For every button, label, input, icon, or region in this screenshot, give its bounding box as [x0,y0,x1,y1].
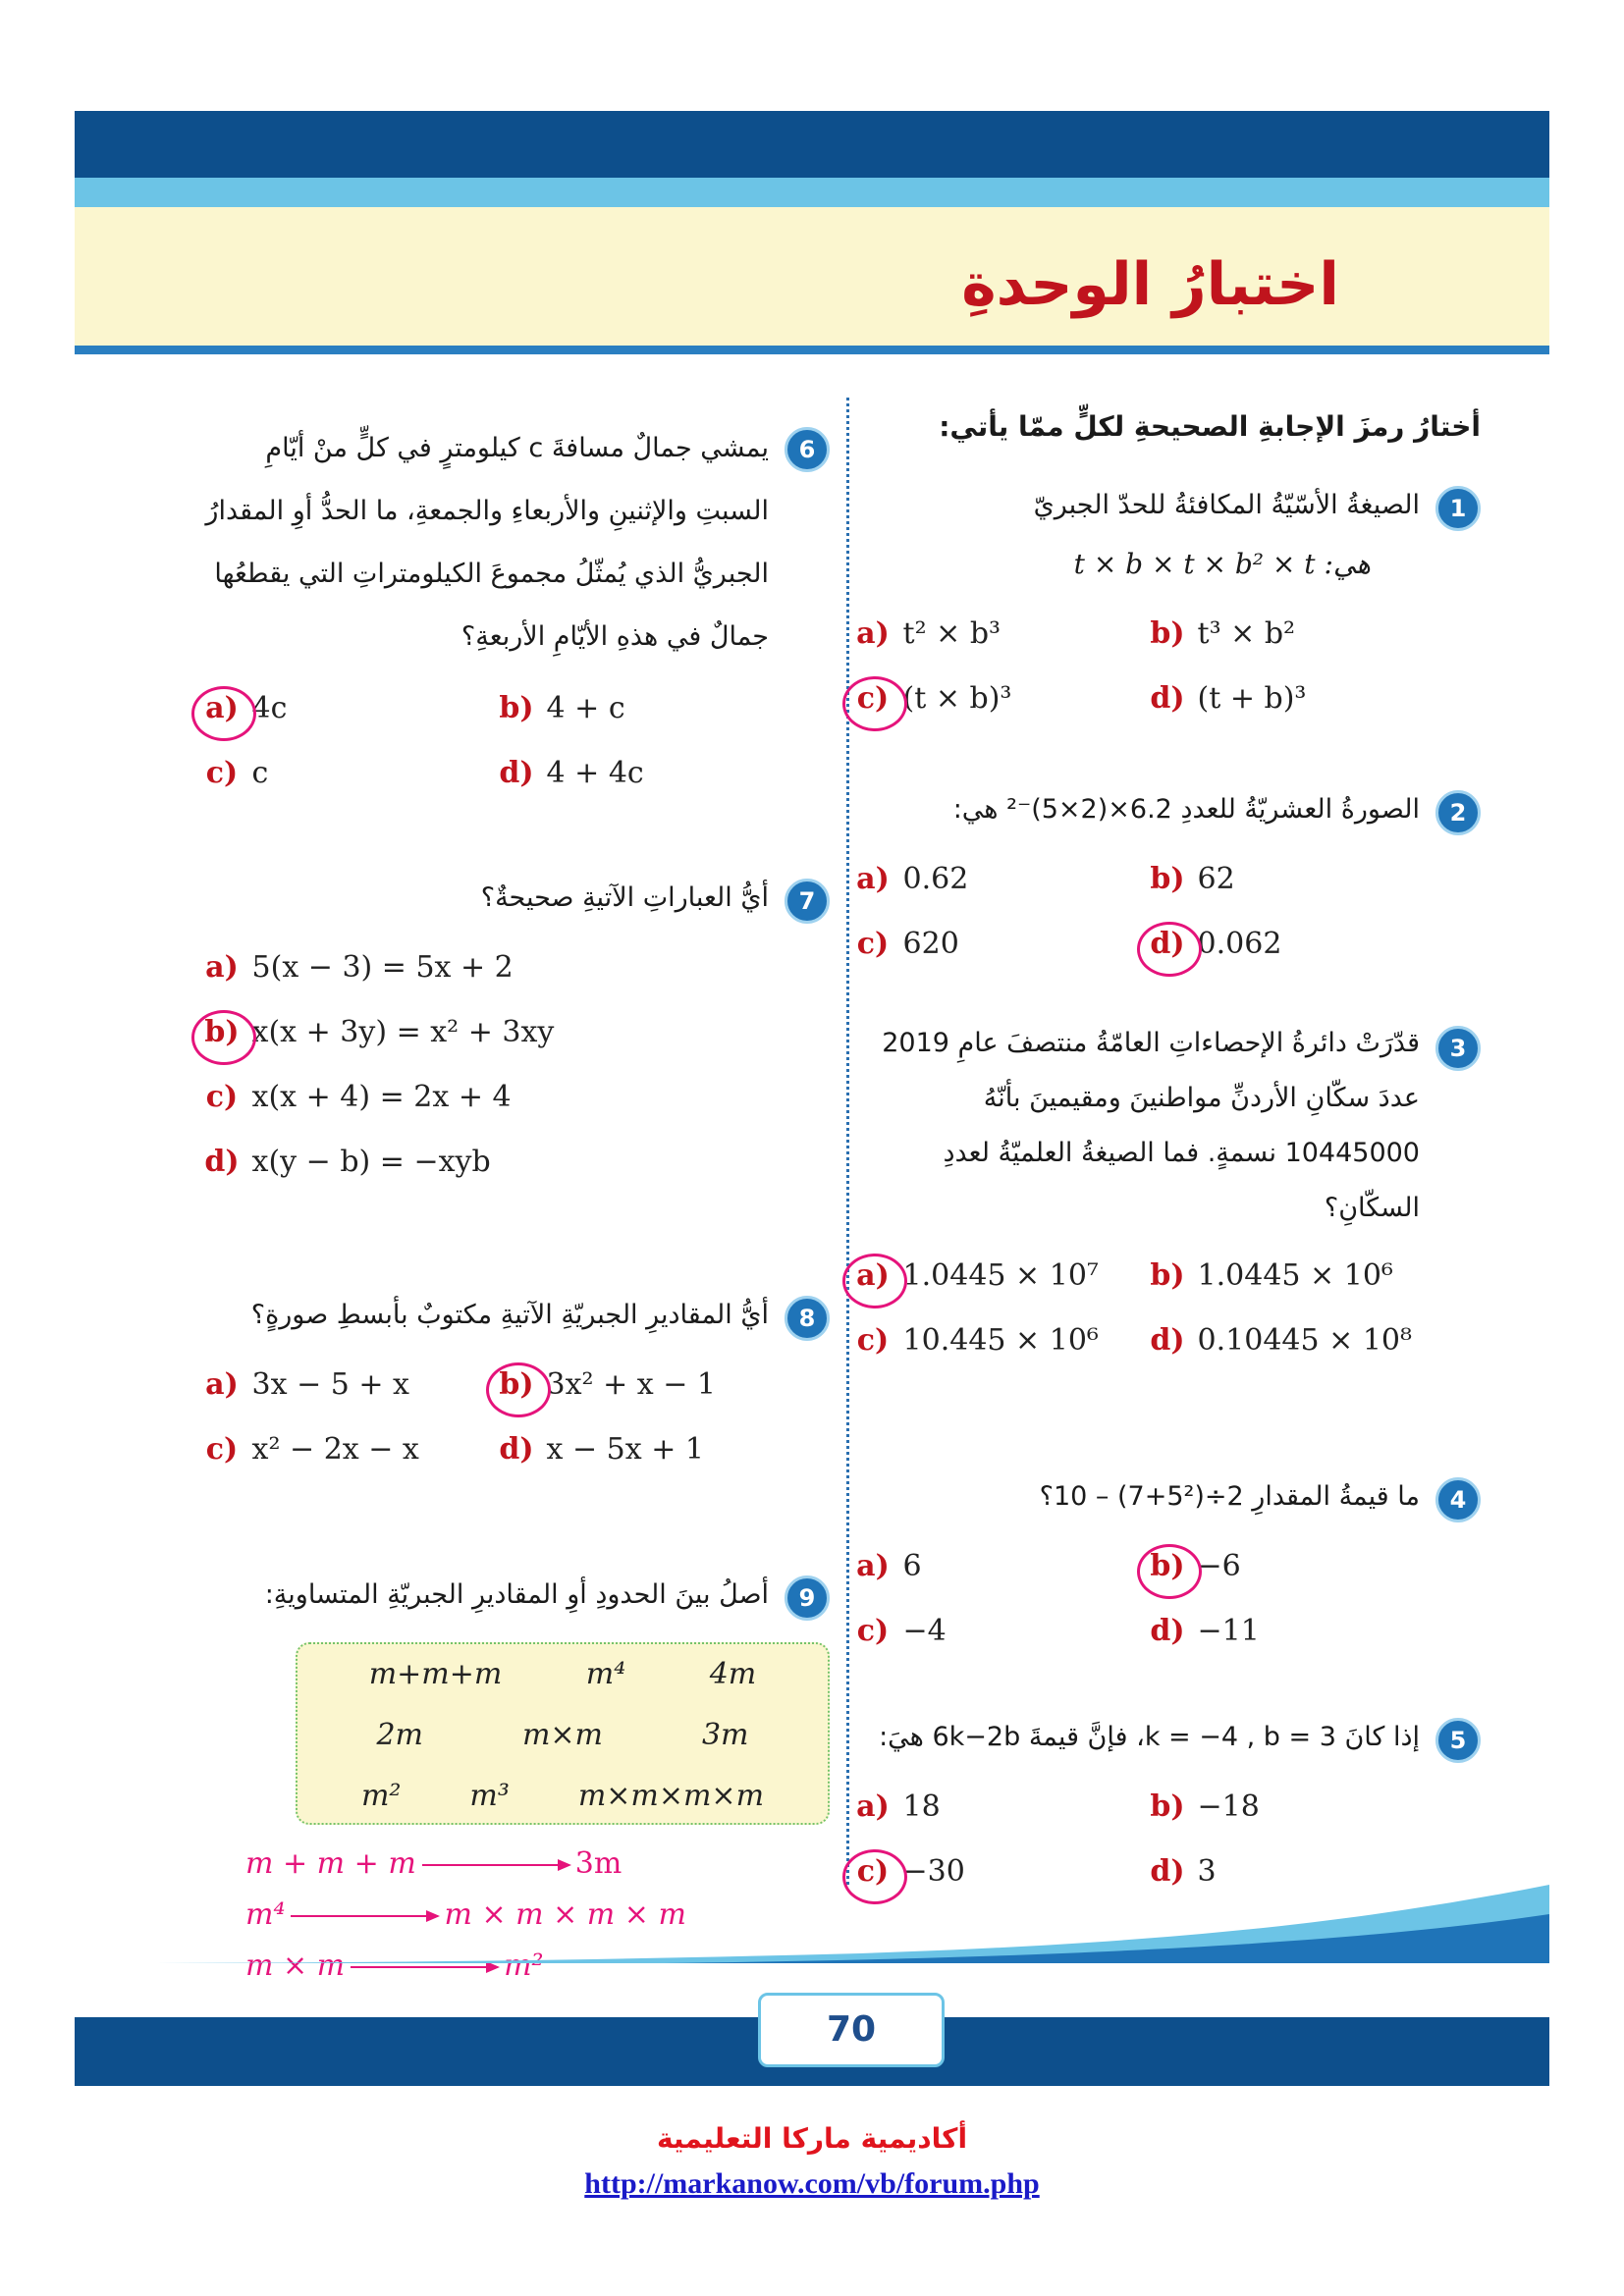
term[interactable]: m² [360,1779,402,1813]
question-7 [201,869,830,1195]
term[interactable]: m⁴ [585,1657,626,1691]
option-a[interactable]: a) 3x − 5 + x [205,1367,409,1402]
question-expression: t × b × t × b² × t :هي [1073,548,1371,580]
option-c[interactable]: c) −4 [856,1614,947,1648]
option-b[interactable]: b) 1.0445 × 10⁶ [1150,1258,1393,1293]
options [852,1534,1481,1664]
option-b[interactable]: b) x(x + 3y) = x² + 3xy [201,1000,810,1065]
options [852,847,1481,977]
question-text: الصورةُ العشريّةُ للعددِ 6.2×(2×5)⁻² هي: [952,794,1420,825]
option-a[interactable]: a) 5(x − 3) = 5x + 2 [205,950,514,985]
answer-circle: a) [852,1244,893,1308]
option-b[interactable]: b) t³ × b² [1150,616,1296,651]
answer-circle: b) [1147,1534,1188,1599]
question-text: يمشي جمالٌ مسافةَ c كيلومترٍ في كلٍّ منْ أيّامِ السبتِ والإثنينِ والأربعاءِ والجمعةِ، ما الحدُّ أوِ المقدارُ الجبريُّ الذي يُمثّلُ مجموعَ الكيلومتراتِ التي يقطعُها جمالٌ في هذهِ الأيّامِ الأربعةِ؟ [205,433,769,652]
option-d[interactable]: d) x(y − b) = −xyb [204,1145,491,1179]
question-number-badge: 9 [785,1575,830,1621]
footer-academy-name: أكاديمية ماركا التعليمية [656,2122,968,2155]
page-title: اختبارُ الوحدةِ [961,250,1339,319]
term[interactable]: 4m [709,1657,757,1691]
term[interactable]: m×m×m×m [577,1779,765,1813]
question-number-badge: 3 [1435,1026,1481,1071]
option-b[interactable]: b) 4 + c [499,691,625,725]
option-c[interactable]: c) −30 [852,1840,1147,1904]
question-text: الصيغةُ الأسّيّةُ المكافئةُ للحدّ الجبريّ [1033,490,1420,520]
option-c[interactable]: c) c [205,756,269,790]
question-number-badge: 8 [785,1296,830,1341]
option-b[interactable]: b) 62 [1150,862,1235,896]
question-number-badge: 2 [1435,790,1481,835]
option-c[interactable]: c) x(x + 4) = 2x + 4 [205,1080,512,1114]
option-a[interactable]: a) 1.0445 × 10⁷ [852,1244,1147,1308]
arrow-icon [422,1864,569,1866]
option-a[interactable]: a) 18 [856,1789,941,1824]
term[interactable]: 2m [376,1718,424,1752]
answer-circle: d) [1147,912,1188,977]
option-b[interactable]: b) 3x² + x − 1 [496,1353,790,1417]
question-number-badge: 5 [1435,1718,1481,1763]
header-band-top [75,111,1549,178]
options [852,602,1481,731]
question-number-badge: 7 [785,879,830,924]
option-c[interactable]: c) x² − 2x − x [205,1432,419,1467]
option-d[interactable]: d) 0.062 [1147,912,1441,977]
question-4 [852,1468,1481,1664]
question-text: إذا كانَ k = −4 , b = 3، فإنَّ قيمةَ 6k−2b هيَ: [879,1722,1420,1752]
option-d[interactable]: d) 0.10445 × 10⁸ [1150,1323,1413,1358]
term[interactable]: 3m [701,1718,749,1752]
instructions: أختارُ رمزَ الإجابةِ الصحيحةِ لكلٍّ ممّا يأتي: [939,410,1481,443]
option-d[interactable]: d) (t + b)³ [1150,681,1307,716]
question-number-badge: 6 [785,427,830,472]
question-text: أيُّ المقاديرِ الجبريّةِ الآتيةِ مكتوبٌ بأبسطِ صورةٍ؟ [250,1300,769,1330]
options [201,1353,830,1482]
question-text: ما قيمةُ المقدارِ 2÷(5²+7) – 10؟ [1039,1481,1420,1512]
matching-row [298,1644,828,1705]
match-line: m⁴ m × m × m × m [245,1897,686,1932]
options [201,676,830,806]
match-line: m + m + m 3m [245,1846,623,1881]
answer-circle: c) [852,667,893,731]
matching-box [296,1642,830,1825]
option-b[interactable]: b) −18 [1150,1789,1260,1824]
term[interactable]: m+m+m [368,1657,503,1691]
option-a[interactable]: a) 0.62 [856,862,969,896]
option-a[interactable]: a) 6 [856,1549,922,1583]
question-text: أصلُ بينَ الحدودِ أوِ المقاديرِ الجبريّةِ المتساويةِ: [264,1579,769,1610]
option-c[interactable]: c) 620 [856,927,959,961]
matching-row [298,1766,828,1827]
footer-wave [75,1885,1549,1963]
option-a[interactable]: a) 4c [201,676,496,741]
option-a[interactable]: a) t² × b³ [856,616,1001,651]
question-6 [201,417,830,806]
term[interactable]: m³ [469,1779,510,1813]
question-3 [852,1016,1481,1373]
question-text: أيُّ العباراتِ الآتيةِ صحيحةٌ؟ [480,882,769,913]
footer-link[interactable]: http://markanow.com/vb/forum.php [584,2167,1040,2200]
question-number-badge: 1 [1435,486,1481,531]
question-1 [852,476,1481,731]
answer-circle: c) [852,1840,893,1904]
option-c[interactable]: c) 10.445 × 10⁶ [856,1323,1099,1358]
term[interactable]: m×m [521,1718,603,1752]
question-8 [201,1286,830,1482]
arrow-icon [351,1966,498,1968]
page-number: 70 [758,1993,945,2067]
match-line: m × m m² [245,1949,544,1983]
options [201,935,830,1195]
option-d[interactable]: d) 4 + 4c [499,756,644,790]
question-number-badge: 4 [1435,1477,1481,1522]
header-band-line [75,346,1549,354]
question-2 [852,780,1481,977]
question-5 [852,1708,1481,1904]
option-c[interactable]: c) (t × b)³ [852,667,1147,731]
answer-circle: a) [201,676,243,741]
option-d[interactable]: d) x − 5x + 1 [499,1432,704,1467]
options [852,1244,1481,1373]
answer-circle: b) [201,1000,243,1065]
option-d[interactable]: d) −11 [1150,1614,1260,1648]
option-d[interactable]: d) 3 [1150,1854,1217,1889]
matching-row [298,1705,828,1766]
answer-circle: b) [496,1353,537,1417]
header-band-cyan [75,178,1549,207]
column-divider [846,398,849,1885]
question-text: قدّرَتْ دائرةُ الإحصاءاتِ العامّةُ منتصفَ عامِ 2019 عددَ سكّانِ الأردنِّ مواطنينَ ومقيمينَ بأنّهُ 10445000 نسمةٍ. فما الصيغةُ العلميّةُ لعددِ السكّانِ؟ [882,1028,1420,1223]
option-b[interactable]: b) −6 [1147,1534,1441,1599]
